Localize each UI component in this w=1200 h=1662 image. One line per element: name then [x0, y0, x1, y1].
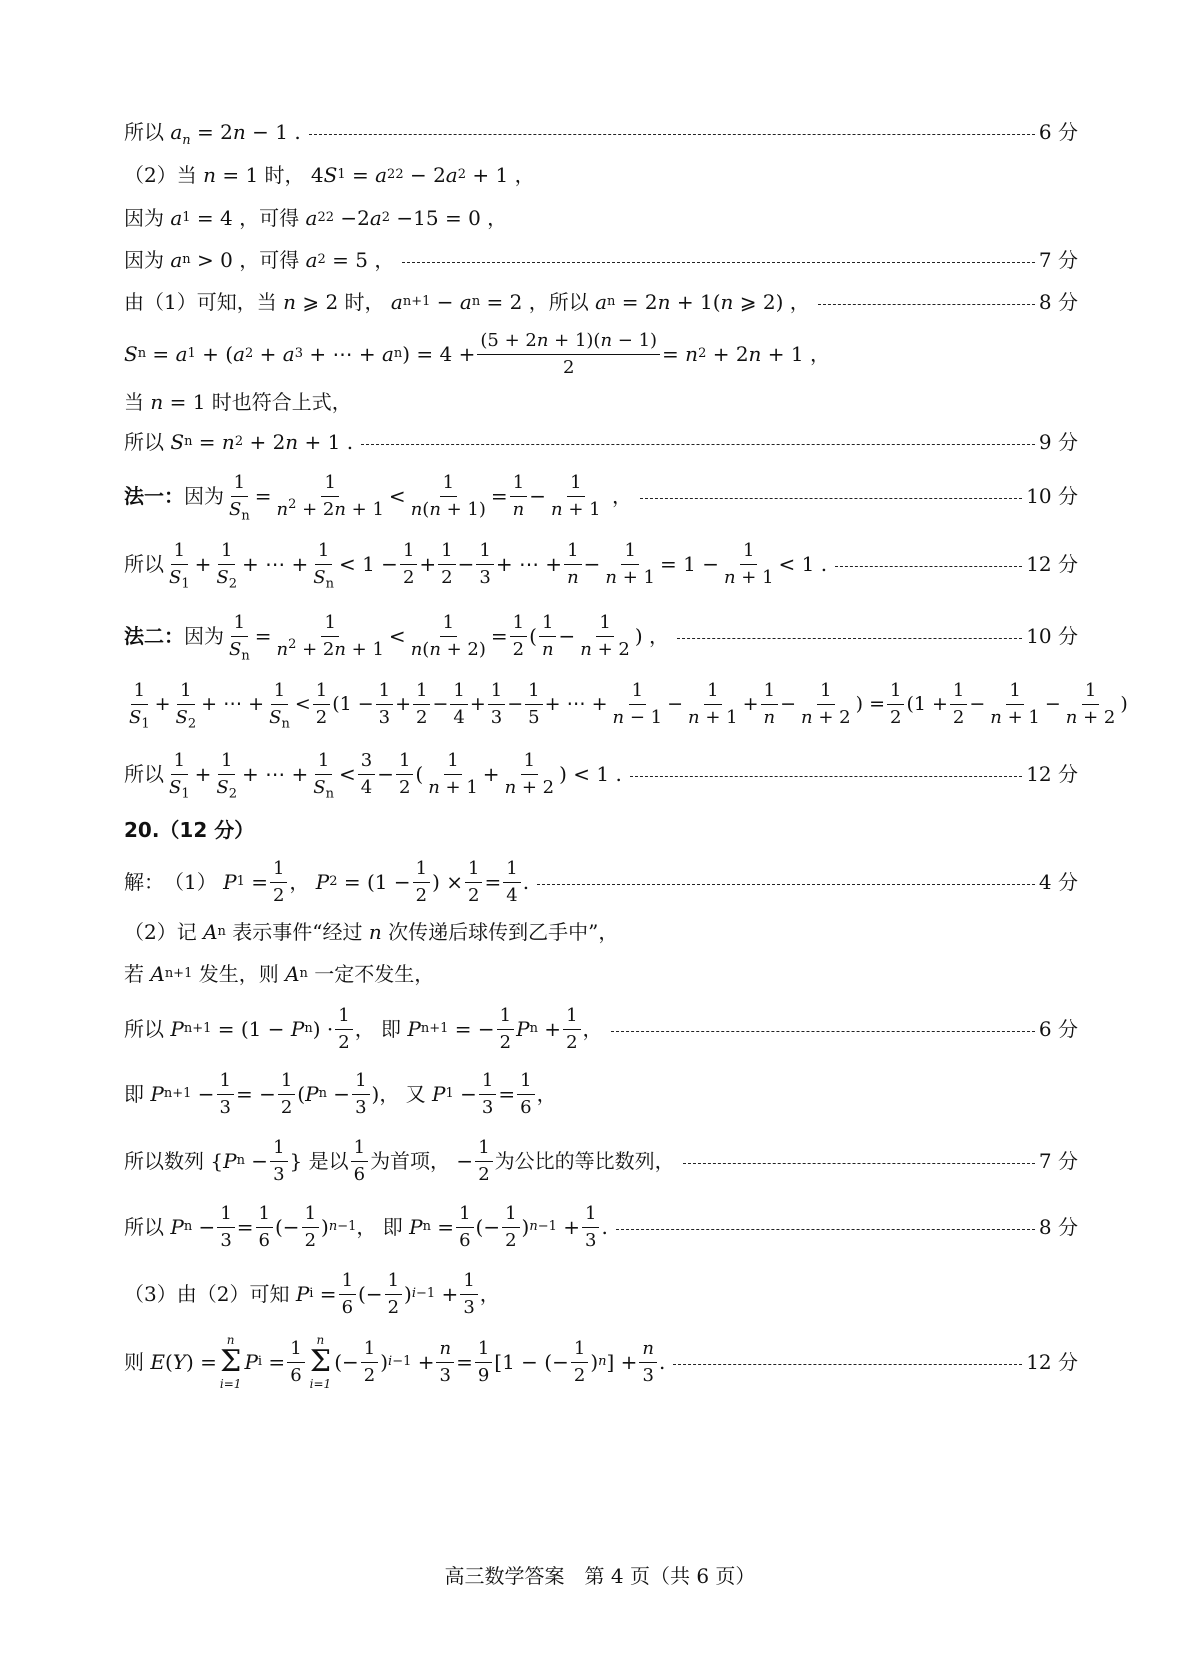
dotted-leader	[683, 1163, 1035, 1164]
score-mark: 9 分	[1038, 430, 1078, 454]
line-content: $\frac{1}{S_1}$ + $\frac{1}{S_2}$ + ⋯ + $\frac{1}{S_n}$ < $\frac{1}{2}$ (1 − $\frac{1}{3}$ + $\frac{1}{2}$ − $\frac{1}{4}$ + $\frac{1}{3}$ − $\frac{1}{5}$ + ⋯ + $\frac{1}{n - 1}$ − $\frac{1}{n + 1}$ + $\frac{1}{n}$ − $\frac{1}{n + 2}$ ) = $\frac{1}{2}$ (1 + $\frac{1}{2}$ − $\frac{1}{n + 1}$ − $\frac{1}{n + 2}$ )	[129, 680, 1128, 732]
score-mark: 12 分	[1026, 762, 1078, 787]
dotted-leader	[361, 444, 1035, 445]
line-p-shift	[124, 1070, 1078, 1118]
method1-label: 法一：	[124, 484, 184, 509]
score-mark: 8 分	[1038, 1215, 1078, 1240]
line-geometric-seq	[124, 1137, 1078, 1185]
dotted-leader	[673, 1364, 1022, 1365]
line-content: （2）记 A n 表示事件“经过 n 次传递后球传到乙手中”，	[124, 920, 619, 944]
line-a2	[124, 248, 1078, 272]
section-heading: 20.（12 分）	[124, 818, 255, 842]
score-mark: 12 分	[1026, 552, 1078, 577]
line-content: 当 n = 1 时也符合上式，	[124, 390, 352, 414]
line-method1	[124, 472, 1078, 524]
dotted-leader	[630, 776, 1022, 777]
line-content: S n = a 1 + ( a 2 + a 3 + ⋯ + a n ) = 4 + $\frac{(5 + 2n + 1)(n - 1)}{2}$ = n 2 + 2 n + 1 ，	[124, 330, 830, 378]
line-p1-p2	[124, 858, 1078, 906]
dotted-leader	[616, 1229, 1035, 1230]
line-content: 所以 $\frac{1}{S_1}$ + $\frac{1}{S_2}$ + ⋯ + $\frac{1}{S_n}$ < $\frac{3}{4}$ − $\frac{1}{2}$ ( $\frac{1}{n + 1}$ + $\frac{1}{n + 2}$ ) < 1 .	[124, 750, 622, 802]
summation: n Σ i=1	[309, 1333, 332, 1392]
line-content: （2）当 n = 1 时， 4 S 1 = a 2 2 − 2 a 2 + 1 ，	[124, 163, 535, 187]
line-sn-sum	[124, 330, 1078, 378]
score-mark: 7 分	[1038, 248, 1078, 272]
score-mark: 8 分	[1038, 290, 1078, 314]
line-content: 因为 a 1 = 4 ，可得 a 2 2 −2 a 2 −15 = 0 ，	[124, 206, 508, 230]
summation: n Σ i=1	[219, 1333, 242, 1392]
fraction: $\frac{(5 + 2n + 1)(n - 1)}{2}$	[477, 330, 660, 378]
line-expectation	[124, 1333, 1078, 1392]
line-content: 所以 $a_n$ = 2 n − 1 .	[124, 120, 301, 148]
dotted-leader	[677, 638, 1022, 639]
line-content: 所以 P n+1 = (1 − P n ) · $\frac{1}{2}$ ， 即 P n+1 = − $\frac{1}{2}$ P n + $\frac{1}{2}$ ，	[124, 1005, 603, 1053]
score-mark: 6 分	[1038, 120, 1078, 144]
dotted-leader	[611, 1031, 1035, 1032]
score-mark: 7 分	[1038, 1149, 1078, 1174]
line-recurrence	[124, 290, 1078, 314]
line-event-def	[124, 920, 1078, 944]
dotted-leader	[537, 884, 1035, 885]
line-p-recurrence	[124, 1005, 1078, 1053]
dotted-leader	[835, 566, 1022, 567]
line-content: 即 P n+1 − $\frac{1}{3}$ = − $\frac{1}{2}$ ( P n − $\frac{1}{3}$ )， 又 P 1 − $\frac{1}{3}$ = $\frac{1}{6}$ ，	[124, 1070, 557, 1118]
line-method2-telescoping	[124, 680, 1160, 732]
line-content: 所以数列 { P n − $\frac{1}{3}$ } 是以 $\frac{1}{6}$ 为首项， − $\frac{1}{2}$ 为公比的等比数列，	[124, 1137, 675, 1185]
line-method2-result	[124, 750, 1078, 802]
score-mark: 6 分	[1038, 1017, 1078, 1042]
line-sn-result	[124, 430, 1078, 454]
line-content: 由（1）可知，当 n ⩾ 2 时， a n+1 − a n = 2 ，所以 a n = 2 n + 1( n ⩾ 2) ，	[124, 290, 810, 314]
line-content: 因为 a n > 0 ，可得 a 2 = 5 ，	[124, 248, 395, 272]
line-method2	[124, 612, 1078, 664]
line-content: （3）由（2）可知 P i = $\frac{1}{6}$ (− $\frac{1}{2}$ ) i−1 + $\frac{1}{3}$ ，	[124, 1270, 500, 1318]
line-content: 所以 S n = n 2 + 2 n + 1 .	[124, 430, 354, 454]
line-content: 法二： 因为 $\frac{1}{S_n}$ = $\frac{1}{n^2 + 2n + 1}$ < $\frac{1}{n(n + 2)}$ = $\frac{1}{2}$ ( $\frac{1}{n}$ − $\frac{1}{n + 2}$ ) ，	[124, 612, 670, 664]
line-content: 所以 P n − $\frac{1}{3}$ = $\frac{1}{6}$ (− $\frac{1}{2}$ ) n−1 ， 即 P n = $\frac{1}{6}$ (− $\frac{1}{2}$ ) n−1 + $\frac{1}{3}$ .	[124, 1203, 608, 1251]
problem-20-heading	[124, 818, 1078, 842]
score-mark: 4 分	[1038, 870, 1078, 895]
line-part2-start	[124, 163, 1078, 187]
dotted-leader	[309, 134, 1035, 135]
score-mark: 12 分	[1026, 1350, 1078, 1375]
line-content: 所以 $\frac{1}{S_1}$ + $\frac{1}{S_2}$ + ⋯ + $\frac{1}{S_n}$ < 1 − $\frac{1}{2}$ + $\frac{1}{2}$ − $\frac{1}{3}$ + ⋯ + $\frac{1}{n}$ − $\frac{1}{n + 1}$ = 1 − $\frac{1}{n + 1}$ < 1 .	[124, 540, 828, 592]
line-part3	[124, 1270, 1078, 1318]
line-event-cond	[124, 962, 1078, 986]
dotted-leader	[402, 262, 1035, 263]
method2-label: 法二：	[124, 624, 184, 649]
dotted-leader	[640, 498, 1022, 499]
line-content: 则 E ( Y ) = n Σ i=1 P i = $\frac{1}{6}$ n Σ i=1 (− $\frac{1}{2}$ ) i−1 + $\frac{n}{3}$ = $\frac{1}{9}$ [1 − (− $\frac{1}{2}$ ) n ] + $\frac{n}{3}$ .	[124, 1333, 666, 1392]
line-n1-check	[124, 390, 1078, 414]
page-footer: 高三数学答案 第 4 页（共 6 页）	[444, 1564, 756, 1588]
line-content: 若 A n+1 发生，则 A n 一定不发生，	[124, 962, 435, 986]
line-pn-formula	[124, 1203, 1078, 1251]
line-content: 解： （1） P 1 = $\frac{1}{2}$ ， P 2 = (1 − $\frac{1}{2}$ ) × $\frac{1}{2}$ = $\frac{1}{4}$ .	[124, 858, 530, 906]
score-mark: 10 分	[1026, 624, 1078, 649]
score-mark: 10 分	[1026, 484, 1078, 509]
dotted-leader	[818, 304, 1035, 305]
line-content: 法一： 因为 $\frac{1}{S_n}$ = $\frac{1}{n^2 + 2n + 1}$ < $\frac{1}{n(n + 1)}$ = $\frac{1}{n}$ − $\frac{1}{n + 1}$ ，	[124, 472, 632, 524]
line-an-formula	[124, 120, 1078, 148]
line-a1	[124, 206, 1078, 230]
line-method1-sum	[124, 540, 1078, 592]
